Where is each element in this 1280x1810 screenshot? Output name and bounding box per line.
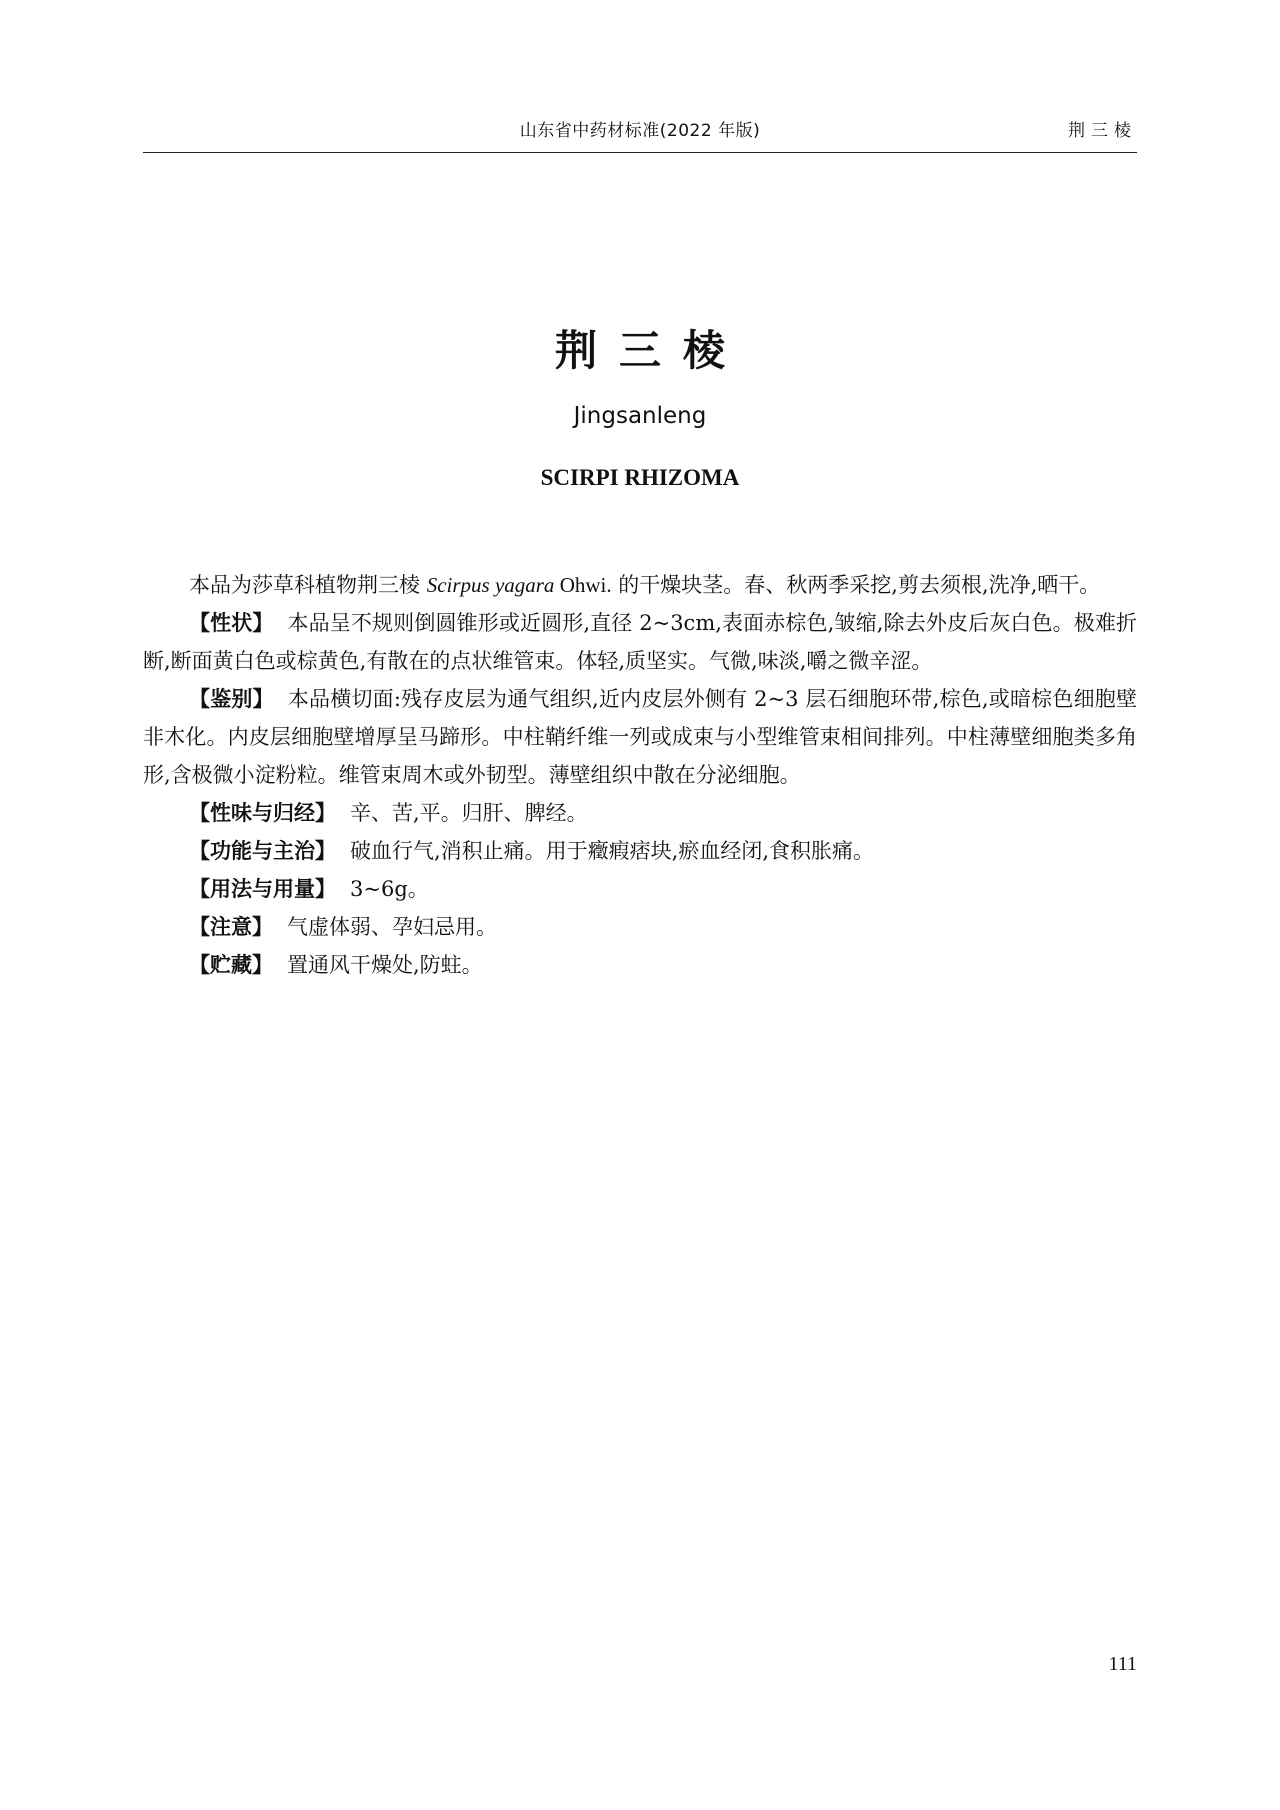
section-identification xyxy=(143,680,1137,794)
monograph-title: 荆三棱 xyxy=(554,326,747,375)
intro-paragraph xyxy=(143,566,1137,604)
section-description xyxy=(143,604,1137,680)
section-text: 本品横切面:残存皮层为通气组织,近内皮层外侧有 2~3 层石细胞环带,棕色,或暗棕色细胞壁非木化。内皮层细胞壁增厚呈马蹄形。中柱鞘纤维一列或成束与小型维管束相间排列。中柱薄壁细胞类多角形,含极微小淀粉粒。维管束周木或外韧型。薄壁组织中散在分泌细胞。 xyxy=(143,687,1137,787)
section-properties xyxy=(143,794,1137,832)
intro-text-before: 本品为莎草科植物荆三棱 xyxy=(189,573,427,597)
section-text: 破血行气,消积止痛。用于癥瘕痞块,瘀血经闭,食积胀痛。 xyxy=(350,839,875,863)
section-text: 3~6g。 xyxy=(350,877,429,901)
section-label: 【性味与归经】 xyxy=(189,801,336,825)
section-label: 【用法与用量】 xyxy=(189,877,336,901)
intro-text-after: 的干燥块茎。春、秋两季采挖,剪去须根,洗净,晒干。 xyxy=(611,573,1101,597)
section-label: 【贮藏】 xyxy=(189,953,273,977)
running-header xyxy=(143,112,1137,153)
section-label: 【注意】 xyxy=(189,915,273,939)
section-label: 【性状】 xyxy=(189,611,274,635)
monograph-body xyxy=(143,566,1137,984)
section-text: 辛、苦,平。归肝、脾经。 xyxy=(350,801,588,825)
section-text: 气虚体弱、孕妇忌用。 xyxy=(287,915,497,939)
section-label: 【功能与主治】 xyxy=(189,839,336,863)
species-author: Ohwi. xyxy=(554,573,612,597)
page-number: 111 xyxy=(1108,1653,1137,1675)
monograph-pinyin: Jingsanleng xyxy=(573,403,707,429)
species-name: Scirpus yagara xyxy=(426,573,555,597)
header-book-title: 山东省中药材标准(2022 年版) xyxy=(519,121,761,141)
section-functions xyxy=(143,832,1137,870)
section-storage xyxy=(143,946,1137,984)
section-text: 本品呈不规则倒圆锥形或近圆形,直径 2~3cm,表面赤棕色,皱缩,除去外皮后灰白色。极难折断,断面黄白色或棕黄色,有散在的点状维管束。体轻,质坚实。气微,味淡,嚼之微辛涩。 xyxy=(143,611,1137,673)
section-text: 置通风干燥处,防蛀。 xyxy=(287,953,483,977)
section-dosage xyxy=(143,870,1137,908)
section-label: 【鉴别】 xyxy=(189,687,274,711)
section-precautions xyxy=(143,908,1137,946)
header-entry-name: 荆三棱 xyxy=(1068,121,1137,141)
monograph-latin-name: SCIRPI RHIZOMA xyxy=(540,465,740,490)
